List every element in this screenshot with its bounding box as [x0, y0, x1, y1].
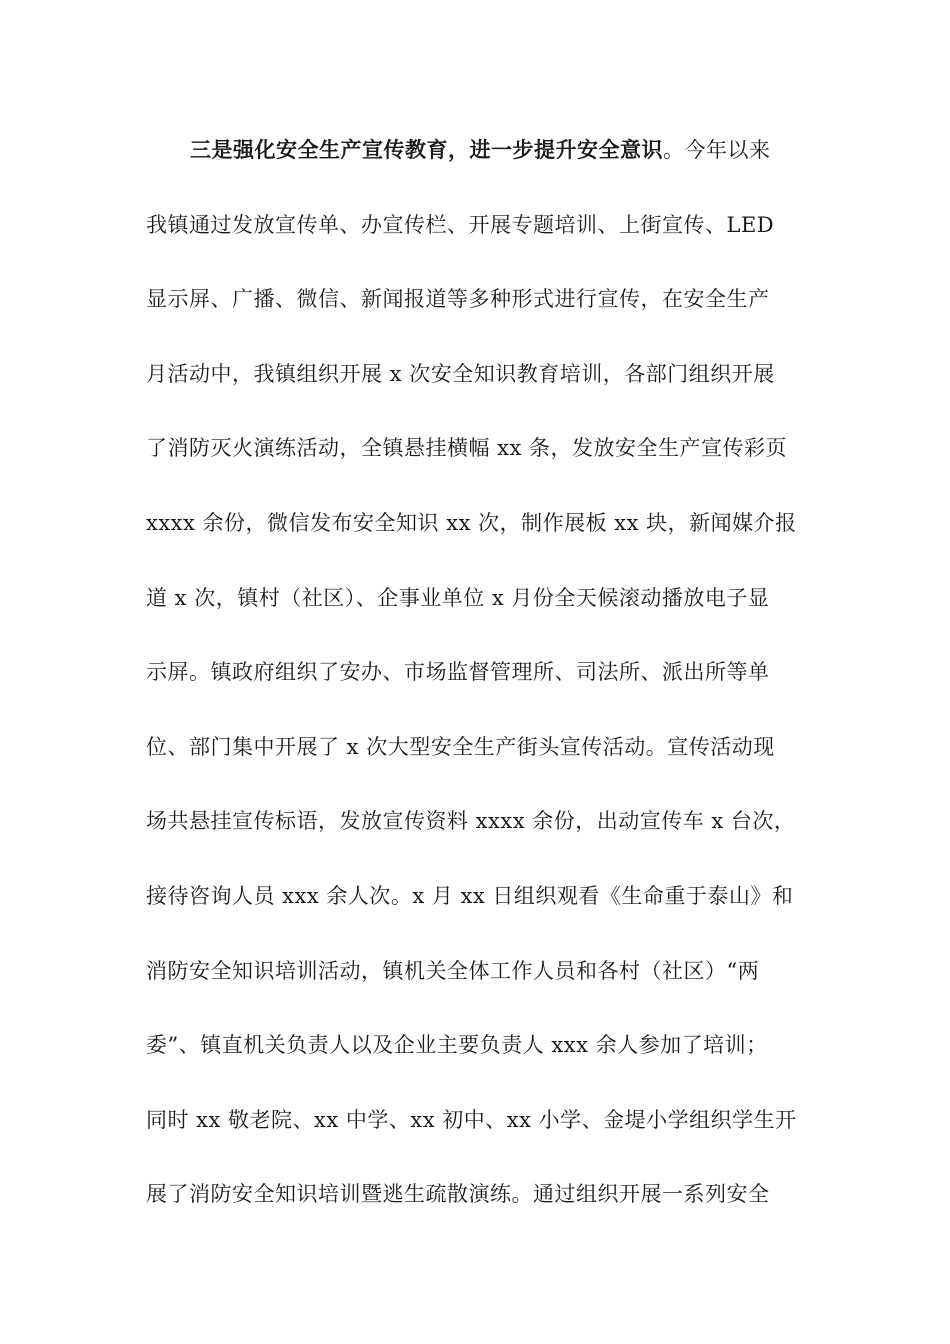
paragraph-line-7: 道 x 次，镇村（社区）、企事业单位 x 月份全天候滚动播放电子显	[146, 585, 770, 610]
paragraph-line-13: 委”、镇直机关负责人以及企业主要负责人 xxx 余人参加了培训；	[146, 1033, 768, 1058]
paragraph-line-2: 我镇通过发放宣传单、办宣传栏、开展专题培训、上街宣传、LED	[146, 212, 775, 237]
heading-continuation: 。今年以来	[663, 138, 771, 162]
body-paragraph	[146, 128, 806, 1247]
paragraph-line-10: 场共悬挂宣传标语，发放宣传资料 xxxx 余份，出动宣传车 x 台次，	[146, 809, 796, 834]
paragraph-line-4: 月活动中，我镇组织开展 x 次安全知识教育培训，各部门组织开展	[146, 361, 775, 386]
paragraph-line-6: xxxx 余份，微信发布安全知识 xx 次，制作展板 xx 块，新闻媒介报	[146, 510, 797, 535]
paragraph-line-9: 位、部门集中开展了 x 次大型安全生产街头宣传活动。宣传活动现	[146, 734, 775, 759]
paragraph-line-8: 示屏。镇政府组织了安办、市场监督管理所、司法所、派出所等单	[146, 660, 770, 685]
paragraph-line-15: 展了消防安全知识培训暨逃生疏散演练。通过组织开展一系列安全	[146, 1182, 770, 1207]
paragraph-line-12: 消防安全知识培训活动，镇机关全体工作人员和各村（社区）“两	[146, 958, 760, 983]
paragraph-line-5: 了消防灭火演练活动，全镇悬挂横幅 xx 条，发放安全生产宣传彩页	[146, 436, 788, 461]
paragraph-line-1	[146, 128, 806, 203]
paragraph-line-11: 接待咨询人员 xxx 余人次。x 月 xx 日组织观看《生命重于泰山》和	[146, 883, 794, 908]
paragraph-line-3: 显示屏、广播、微信、新闻报道等多种形式进行宣传，在安全生产	[146, 287, 770, 312]
paragraph-line-14: 同时 xx 敬老院、xx 中学、xx 初中、xx 小学、金堤小学组织学生开	[146, 1107, 797, 1132]
section-heading: 三是强化安全生产宣传教育，进一步提升安全意识	[190, 137, 663, 162]
